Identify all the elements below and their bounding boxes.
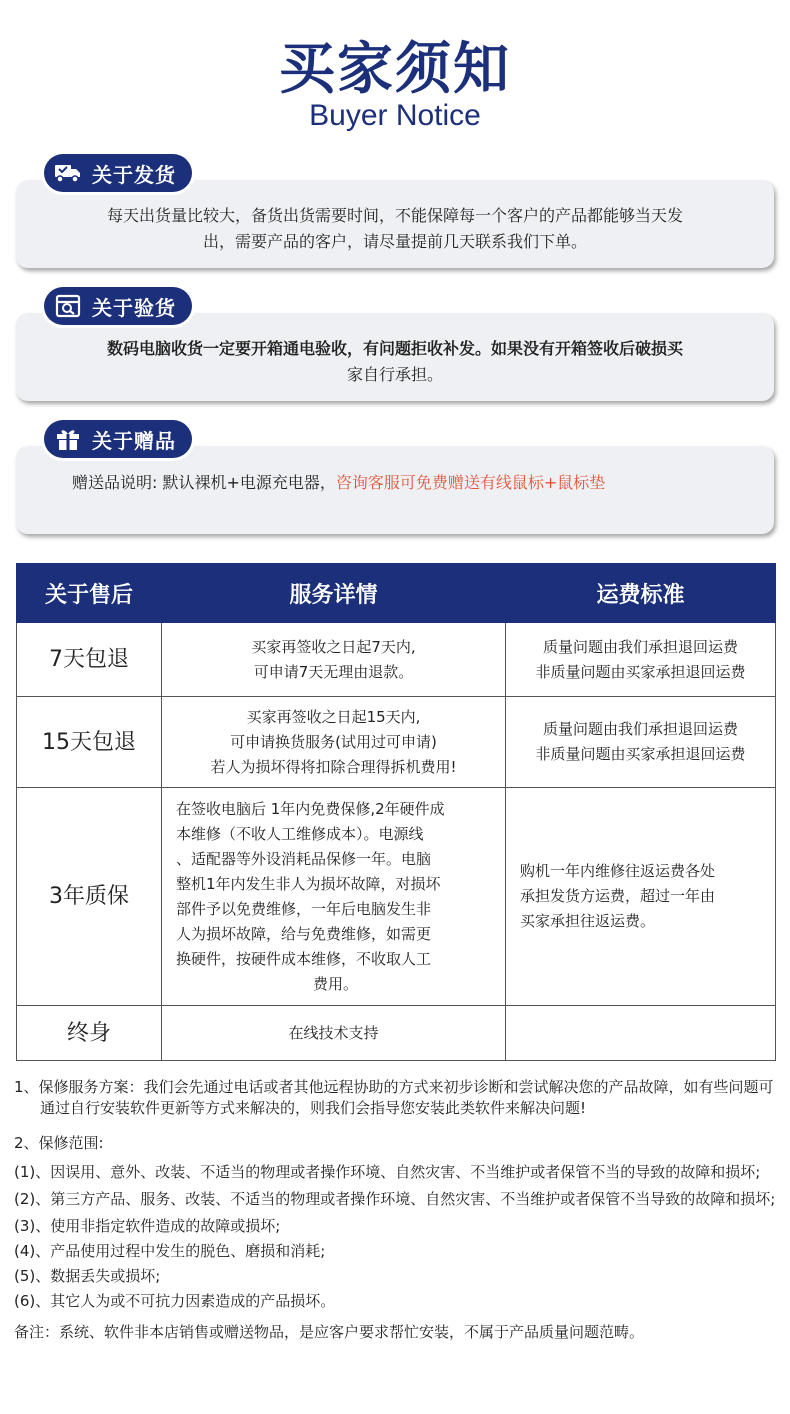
row-details	[162, 788, 506, 1006]
warranty-notes	[14, 1077, 776, 1343]
gifts-heading	[44, 420, 192, 458]
detail-line: 本维修（不收人工维修成本）。电源线	[176, 824, 424, 843]
shipping-line: 非质量问题由买家承担退回运费	[535, 745, 746, 763]
delivery-text-line-1: 每天出货量比较大，备货出货需要时间，不能保障每一个客户的产品都能够当天发	[106, 206, 683, 225]
delivery-card	[16, 180, 774, 268]
row-shipping	[506, 623, 776, 697]
detail-line: 、适配器等外设消耗品保修一年。电脑	[176, 849, 432, 868]
detail-line: 换硬件，按硬件成本维修，不收取人工	[176, 949, 432, 968]
scope-item: (3)、使用非指定软件造成的故障或损坏;	[14, 1217, 281, 1235]
table-row	[17, 1006, 776, 1061]
table-header-row	[17, 564, 776, 623]
shipping-line: 质量问题由我们承担退回运费	[542, 720, 738, 738]
detail-line: 费用。	[312, 974, 358, 993]
scope-item: (1)、因误用、意外、改装、不适当的物理或者操作环境、自然灾害、不当维护或者保管不当的导致的故障和损坏;	[14, 1163, 761, 1181]
warranty-scope-title: 2、保修范围:	[14, 1134, 104, 1152]
inspect-box-icon	[54, 292, 82, 320]
row-label: 7天包退	[17, 623, 162, 697]
gifts-highlight-text: 咨询客服可免费赠送有线鼠标+鼠标垫	[335, 473, 606, 492]
detail-line: 整机1年内发生非人为损坏故障，对损坏	[176, 874, 441, 893]
detail-line: 可申请7天无理由退款。	[253, 662, 414, 681]
row-label: 15天包退	[17, 697, 162, 788]
section-inspection	[16, 287, 774, 403]
scope-item: (2)、第三方产品、服务、改装、不适当的物理或者操作环境、自然灾害、不当维护或者保管不当导致的故障和损坏;	[14, 1190, 776, 1208]
detail-line: 在线技术支持	[288, 1023, 379, 1042]
page-subtitle: Buyer Notice	[309, 99, 481, 132]
gifts-text: 赠送品说明: 默认裸机+电源充电器，	[72, 473, 336, 492]
inspection-heading	[44, 287, 192, 325]
shipping-line: 非质量问题由买家承担退回运费	[535, 662, 746, 681]
delivery-truck-icon	[54, 159, 82, 187]
detail-line: 人为损坏故障，给与免费维修，如需更	[176, 924, 432, 943]
shipping-line: 承担发货方运费，超过一年由	[520, 887, 716, 905]
header-service-details: 服务详情	[162, 564, 506, 623]
row-shipping	[506, 1006, 776, 1061]
service-table	[16, 563, 776, 1061]
shipping-line: 质量问题由我们承担退回运费	[542, 637, 738, 656]
header-after-sales: 关于售后	[17, 564, 162, 623]
delivery-heading-label: 关于发货	[92, 162, 176, 187]
remark-note: 备注：系统、软件非本店销售或赠送物品，是应客户要求帮忙安装，不属于产品质量问题范畴。	[14, 1323, 645, 1341]
gifts-card	[16, 446, 774, 534]
detail-line: 买家再签收之日起15天内,	[246, 707, 421, 726]
inspection-text-line-2: 家自行承担。	[346, 365, 443, 384]
inspection-text-line-1: 数码电脑收货一定要开箱通电验收，有问题拒收补发。如果没有开箱签收后破损买	[106, 339, 683, 358]
row-label: 3年质保	[17, 788, 162, 1006]
warranty-plan-note: 1、保修服务方案：我们会先通过电话或者其他远程协助的方式来初步诊断和尝试解决您的产品故障，如有些问题可通过自行安装软件更新等方式来解决的，则我们会指导您安装此类软件来解决问题!	[14, 1078, 774, 1117]
table-row	[17, 697, 776, 788]
shipping-line: 购机一年内维修往返运费各处	[520, 862, 716, 880]
section-delivery	[16, 154, 774, 270]
scope-item: (4)、产品使用过程中发生的脱色、磨损和消耗;	[14, 1242, 326, 1260]
detail-line: 在签收电脑后 1年内免费保修,2年硬件成	[176, 799, 445, 818]
row-shipping	[506, 697, 776, 788]
row-label: 终身	[17, 1006, 162, 1061]
delivery-heading	[44, 154, 192, 192]
table-row	[17, 788, 776, 1006]
detail-line: 可申请换货服务(试用过可申请)	[230, 732, 437, 751]
scope-item: (5)、数据丢失或损坏;	[14, 1267, 161, 1285]
inspection-heading-label: 关于验货	[92, 295, 176, 320]
header-shipping-standard: 运费标准	[506, 564, 776, 623]
section-gifts	[16, 420, 774, 536]
table-row	[17, 623, 776, 697]
row-shipping	[506, 788, 776, 1006]
delivery-text-line-2: 出，需要产品的客户，请尽量提前几天联系我们下单。	[202, 232, 587, 251]
row-details	[162, 697, 506, 788]
page-title: 买家须知	[279, 37, 511, 102]
detail-line: 部件予以免费维修，一年后电脑发生非	[176, 899, 432, 918]
row-details	[162, 623, 506, 697]
gift-icon	[54, 425, 82, 453]
scope-item: (6)、其它人为或不可抗力因素造成的产品损坏。	[14, 1292, 336, 1310]
shipping-line: 买家承担往返运费。	[520, 912, 656, 930]
inspection-card	[16, 313, 774, 401]
detail-line: 买家再签收之日起7天内,	[251, 637, 416, 656]
row-details	[162, 1006, 506, 1061]
detail-line: 若人为损坏得将扣除合理得拆机费用!	[210, 757, 457, 776]
gifts-heading-label: 关于赠品	[92, 428, 176, 453]
